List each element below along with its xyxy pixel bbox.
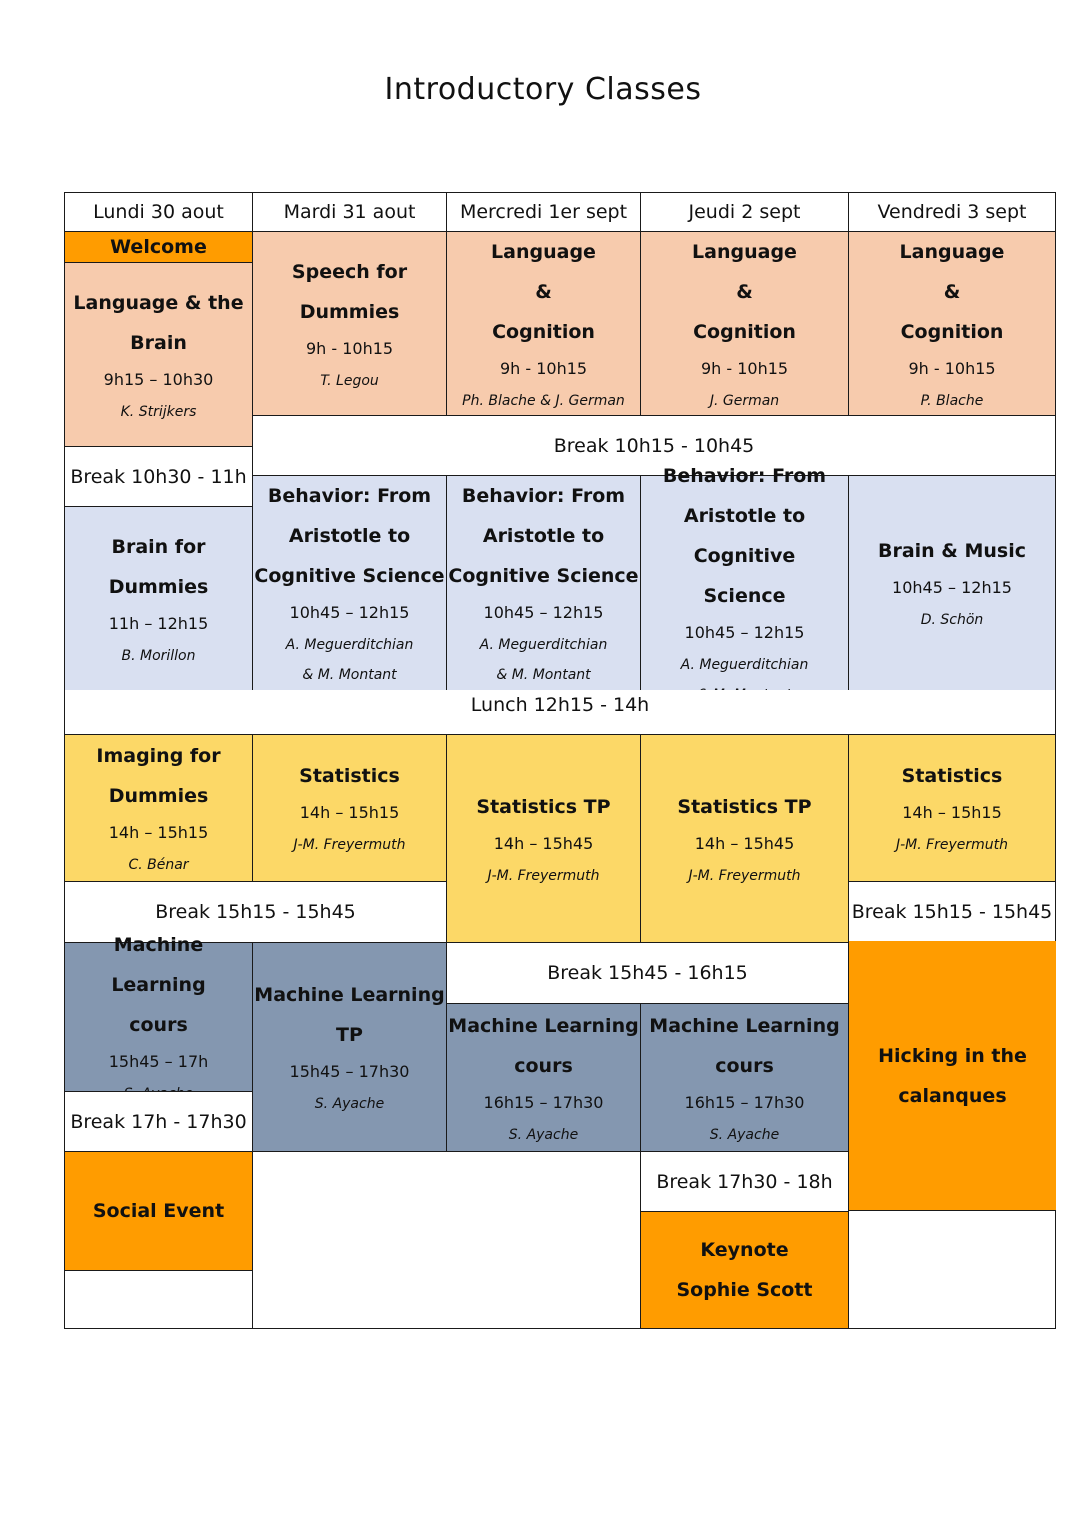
session-time: 14h – 15h15 (299, 803, 400, 822)
session-statistics-tp-thu (640, 734, 849, 943)
session-speaker: K. Strijkers (120, 403, 197, 420)
session-title: Behavior: From (461, 485, 626, 507)
session-title: Language (491, 240, 596, 263)
session-time: 9h - 10h15 (499, 358, 588, 378)
session-title: Cognitive Science (254, 565, 445, 587)
session-keynote (640, 1211, 849, 1329)
session-title: Language (692, 240, 797, 263)
empty-cell-tue-wed (252, 1151, 641, 1329)
session-hiking-calanques (848, 941, 1056, 1211)
session-imaging-for-dummies (64, 734, 253, 882)
session-title: Statistics (299, 765, 400, 787)
session-language-cognition-thu (640, 231, 849, 416)
session-time: 9h - 10h15 (305, 338, 394, 358)
session-speaker: & M. Montant (302, 667, 397, 683)
session-speaker: J-M. Freyermuth (688, 867, 801, 884)
session-title: Cognition (693, 320, 796, 343)
session-time: 9h - 10h15 (908, 358, 996, 378)
session-time: 14h – 15h15 (108, 823, 209, 842)
session-title: Keynote (700, 1239, 789, 1261)
session-speaker: J-M. Freyermuth (487, 867, 600, 884)
session-speaker: J. German (709, 392, 780, 409)
session-title: Behavior: From (662, 465, 827, 487)
welcome-session (64, 231, 253, 263)
break-thursday-evening: Break 17h30 - 18h (640, 1151, 849, 1212)
session-title: Dummies (108, 785, 209, 807)
session-speaker: P. Blache (920, 392, 984, 409)
session-title: Brain for Dummies (108, 535, 209, 598)
session-time: 10h45 – 12h15 (289, 603, 410, 622)
session-speaker: C. Bénar (128, 857, 189, 873)
session-title: Cognition (492, 320, 595, 343)
session-speaker: B. Morillon (121, 647, 196, 664)
session-speaker: D. Schön (920, 612, 984, 628)
empty-cell-friday (848, 1210, 1056, 1329)
break-afternoon-mon-tue: Break 15h15 - 15h45 (64, 881, 447, 943)
session-time: 10h45 – 12h15 (483, 603, 604, 622)
session-brain-for-dummies (64, 506, 253, 691)
session-time: 11h – 12h15 (108, 613, 209, 633)
session-speaker: J-M. Freyermuth (293, 837, 406, 853)
session-language-cognition-wed (446, 231, 641, 416)
session-speaker: T. Legou (320, 372, 379, 389)
session-title: Machine Learning (649, 1014, 840, 1037)
break-morning-tue-fri: Break 10h15 - 10h45 (252, 415, 1056, 476)
session-language-brain (64, 262, 253, 447)
session-speech-for-dummies (252, 231, 447, 416)
session-speaker: S. Ayache (314, 1096, 385, 1112)
session-time: 16h15 – 17h30 (483, 1092, 604, 1112)
session-title: Machine Learning (111, 934, 206, 996)
session-title: Behavior: From (267, 485, 432, 507)
session-time: 14h – 15h15 (902, 803, 1002, 822)
session-title: Aristotle to (288, 525, 411, 547)
session-ml-cours-wed (446, 1003, 641, 1152)
session-title: Brain & Music (877, 540, 1027, 562)
break-afternoon-wed-thu: Break 15h45 - 16h15 (446, 942, 849, 1004)
session-title: Social Event (92, 1200, 225, 1222)
session-ml-tp-tue (252, 942, 447, 1152)
session-title: Statistics TP (476, 795, 611, 818)
welcome-label: Welcome (110, 236, 207, 258)
session-title: Aristotle to (482, 525, 605, 547)
header-tuesday: Mardi 31 aout (252, 192, 447, 232)
header-friday: Vendredi 3 sept (848, 192, 1056, 232)
session-title: Statistics TP (677, 795, 812, 818)
session-time: 10h45 – 12h15 (684, 623, 805, 642)
session-time: 16h15 – 17h30 (684, 1092, 805, 1112)
session-title: Imaging for (96, 745, 221, 767)
session-time: 10h45 – 12h15 (892, 578, 1012, 597)
session-ml-cours-mon (64, 934, 253, 1092)
page-title: Introductory Classes (384, 72, 702, 107)
session-title: cours (514, 1054, 573, 1077)
session-title: Science (703, 585, 786, 607)
session-title: Statistics (901, 765, 1003, 787)
session-title: Language (899, 240, 1005, 263)
session-title: Machine Learning (254, 984, 445, 1006)
session-title: cours (129, 1014, 188, 1036)
session-title: & (535, 280, 552, 303)
session-brain-music (848, 475, 1056, 691)
session-title: & (943, 280, 961, 303)
break-monday-evening: Break 17h - 17h30 (64, 1091, 253, 1152)
session-speaker: J-M. Freyermuth (895, 837, 1009, 853)
session-speaker: A. Meguerditchian (285, 637, 414, 653)
session-title: Speech for (291, 260, 408, 283)
session-speaker: S. Ayache (709, 1126, 780, 1143)
session-title: TP (336, 1024, 363, 1046)
session-behavior-wed (446, 475, 641, 691)
session-title: cours (715, 1054, 774, 1077)
session-title: Cognitive Science (448, 565, 639, 587)
session-title: Aristotle to Cognitive (683, 505, 806, 567)
lunch-break: Lunch 12h15 - 14h (64, 690, 1056, 735)
empty-cell-monday (64, 1270, 253, 1329)
session-title: & (736, 280, 753, 303)
session-language-cognition-fri (848, 231, 1056, 416)
break-monday-morning: Break 10h30 - 11h (64, 446, 253, 507)
header-wednesday: Mercredi 1er sept (446, 192, 641, 232)
session-time: 9h15 – 10h30 (103, 369, 214, 389)
session-time: 14h – 15h45 (694, 833, 795, 853)
session-title: Hicking in the (878, 1044, 1027, 1067)
session-title: Language & the (73, 291, 244, 314)
session-time: 15h45 – 17h30 (289, 1062, 410, 1081)
session-title: Dummies (299, 300, 400, 323)
session-time: 15h45 – 17h (108, 1052, 209, 1071)
session-social-event (64, 1151, 253, 1271)
session-statistics-tue (252, 734, 447, 882)
keynote-speaker: Sophie Scott (676, 1279, 813, 1301)
header-thursday: Jeudi 2 sept (640, 192, 849, 232)
session-title: Brain (130, 331, 187, 354)
session-behavior-thu (640, 465, 849, 691)
session-ml-cours-thu (640, 1003, 849, 1152)
session-speaker: S. Ayache (508, 1126, 579, 1143)
session-behavior-tue (252, 475, 447, 691)
session-time: 14h – 15h45 (493, 833, 594, 853)
session-speaker: A. Meguerditchian (479, 637, 608, 653)
header-monday: Lundi 30 aout (64, 192, 253, 232)
session-title: Cognition (900, 320, 1004, 343)
session-time: 9h - 10h15 (700, 358, 789, 378)
break-afternoon-fri: Break 15h15 - 15h45 (848, 881, 1056, 942)
session-statistics-fri (848, 734, 1056, 882)
session-speaker: & M. Montant (496, 667, 591, 683)
session-speaker: Ph. Blache & J. German (462, 392, 625, 409)
session-title: Machine Learning (448, 1014, 639, 1037)
session-title: calanques (898, 1084, 1007, 1107)
session-statistics-tp-wed (446, 734, 641, 943)
session-speaker: A. Meguerditchian (680, 657, 809, 673)
